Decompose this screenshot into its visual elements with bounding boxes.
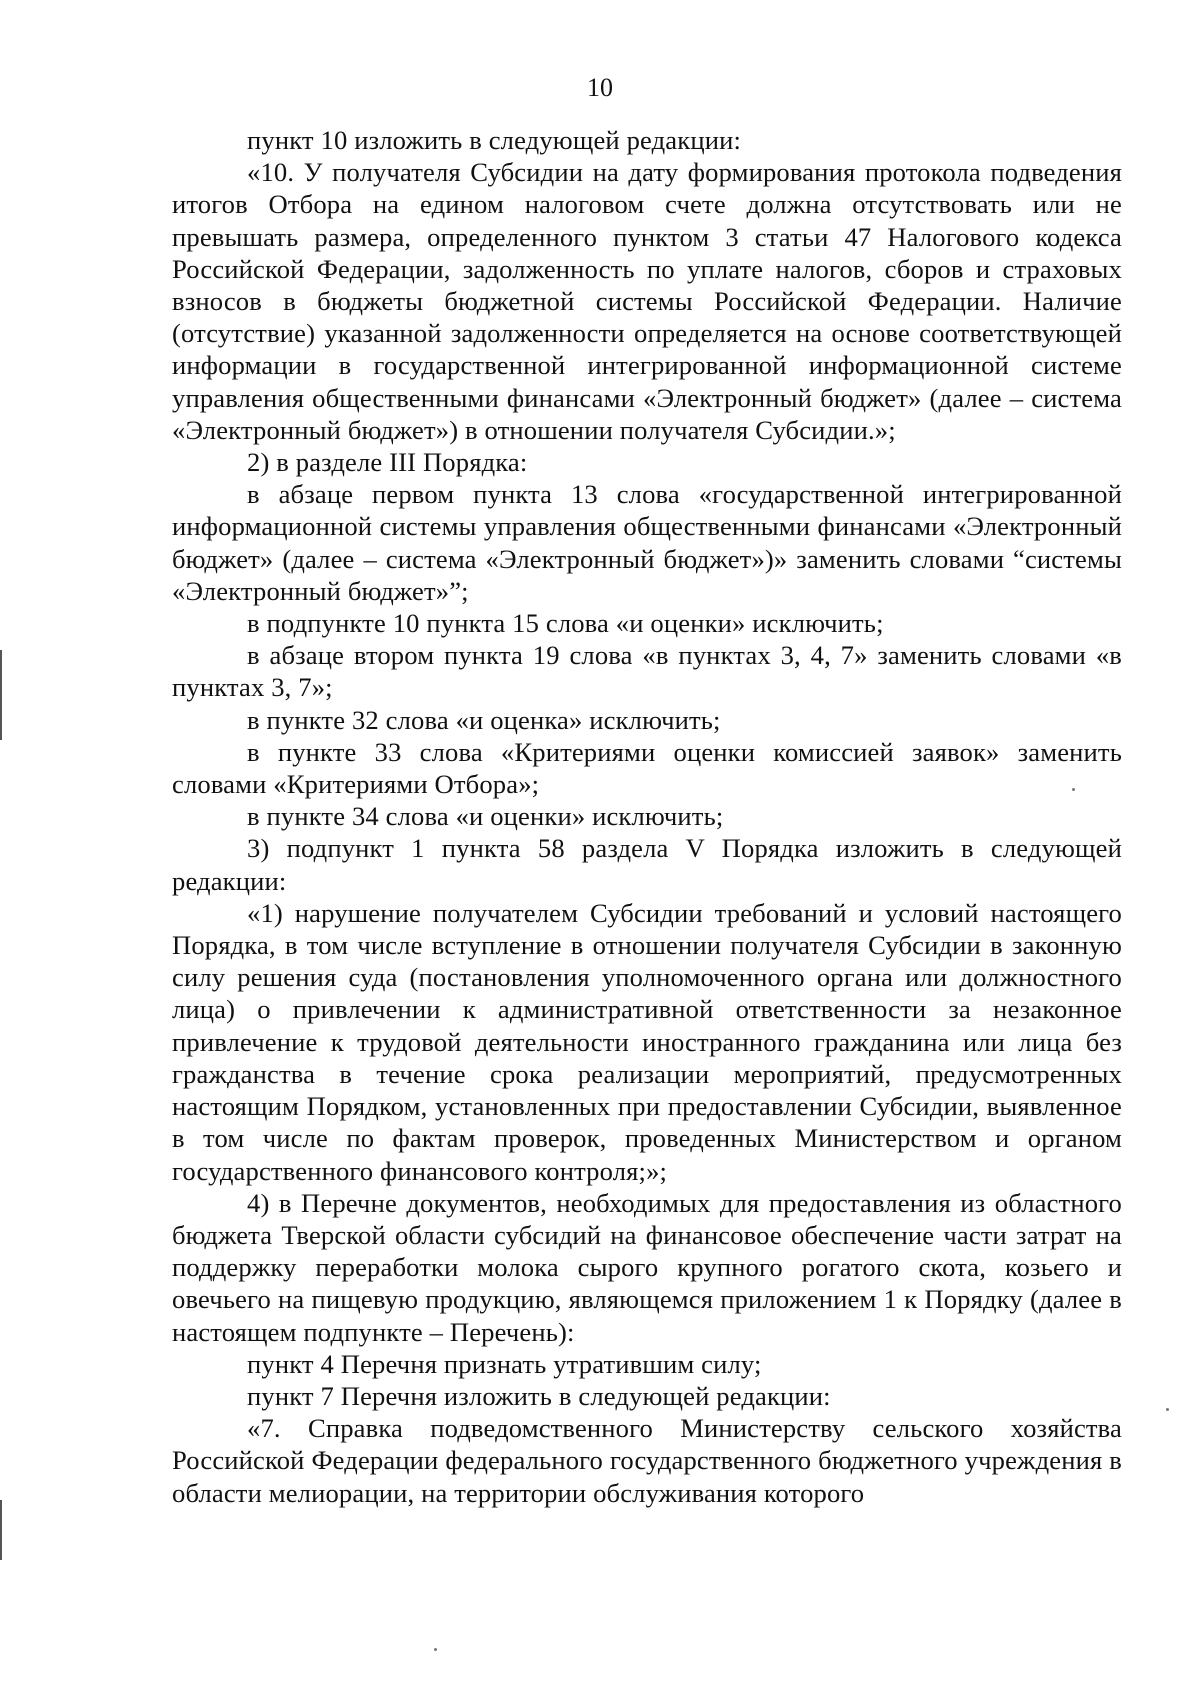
page-number: 10	[587, 73, 613, 102]
paragraph: «1) нарушение получателем Субсидии требований и условий настоящего Порядка, в том числе вступление в отношении получателя Субсидии в законную силу решения суда (постановления уполномоченного органа или должностного лица) о привлечении к административной ответственности за незаконное привлечение к трудовой деятельности иностранного гражданина или лица без гражданства в течение срока реализации мероприятий, предусмотренных настоящим Порядком, установленных при предоставлении Субсидии, выявленное в том числе по фактам проверок, проведенных Министерством и органом государственного финансового контроля;»;	[172, 897, 1122, 1186]
scan-speck	[434, 1648, 437, 1651]
paragraph: 2) в разделе III Порядка:	[247, 447, 528, 478]
paragraph: 3) подпункт 1 пункта 58 раздела V Порядка изложить в следующей редакции:	[172, 833, 1122, 896]
paragraph: «7. Справка подведомственного Министерству сельского хозяйства Российской Федерации федерального государственного бюджетного учреждения в области мелиорации, на территории обслуживания которого	[172, 1413, 1122, 1508]
paragraph: пункт 4 Перечня признать утратившим силу;	[247, 1348, 762, 1379]
paragraph: в пункте 33 слова «Критериями оценки комиссией заявок» заменить словами «Критериями Отбора»;	[172, 736, 1122, 800]
paragraph: в пункте 32 слова «и оценка» исключить;	[247, 704, 721, 735]
paragraph: 4) в Перечне документов, необходимых для предоставления из областного бюджета Тверской области субсидий на финансовое обеспечение части затрат на поддержку переработки молока сырого крупного рогатого скота, козьего и овечьего на пищевую продукцию, являющемся приложением 1 к Порядку (далее в настоящем подпункте – Перечень):	[172, 1187, 1122, 1347]
scan-margin-mark	[0, 1500, 2, 1560]
paragraph: пункт 10 изложить в следующей редакции:	[247, 125, 742, 155]
paragraph: пункт 7 Перечня изложить в следующей редакции:	[247, 1380, 831, 1411]
scan-speck	[1166, 1408, 1169, 1411]
paragraph: в абзаце первом пункта 13 слова «государственной интегрированной информационной системы управления общественными финансами «Электронный бюджет» (далее – система «Электронный бюджет»)» заменить словами “системы «Электронный бюджет»”;	[172, 479, 1122, 606]
paragraph: в подпункте 10 пункта 15 слова «и оценки» исключить;	[247, 608, 884, 639]
paragraph: в пункте 34 слова «и оценки» исключить;	[247, 801, 724, 832]
scan-speck	[1072, 788, 1075, 791]
paragraph: «10. У получателя Субсидии на дату формирования протокола подведения итогов Отбора на едином налоговом счете должна отсутствовать или не превышать размера, определенного пунктом 3 статьи 47 Налогового кодекса Российской Федерации, задолженность по уплате налогов, сборов и страховых взносов в бюджеты бюджетной системы Российской Федерации. Наличие (отсутствие) указанной задолженности определяется на основе соответствующей информации в государственной интегрированной информационной системе управления общественными финансами «Электронный бюджет» (далее – система «Электронный бюджет») в отношении получателя Субсидии.»;	[172, 157, 1122, 445]
scan-margin-mark	[0, 650, 2, 740]
paragraph: в абзаце втором пункта 19 слова «в пунктах 3, 4, 7» заменить словами «в пунктах 3, 7»;	[172, 640, 1122, 703]
document-body	[172, 124, 1122, 1509]
